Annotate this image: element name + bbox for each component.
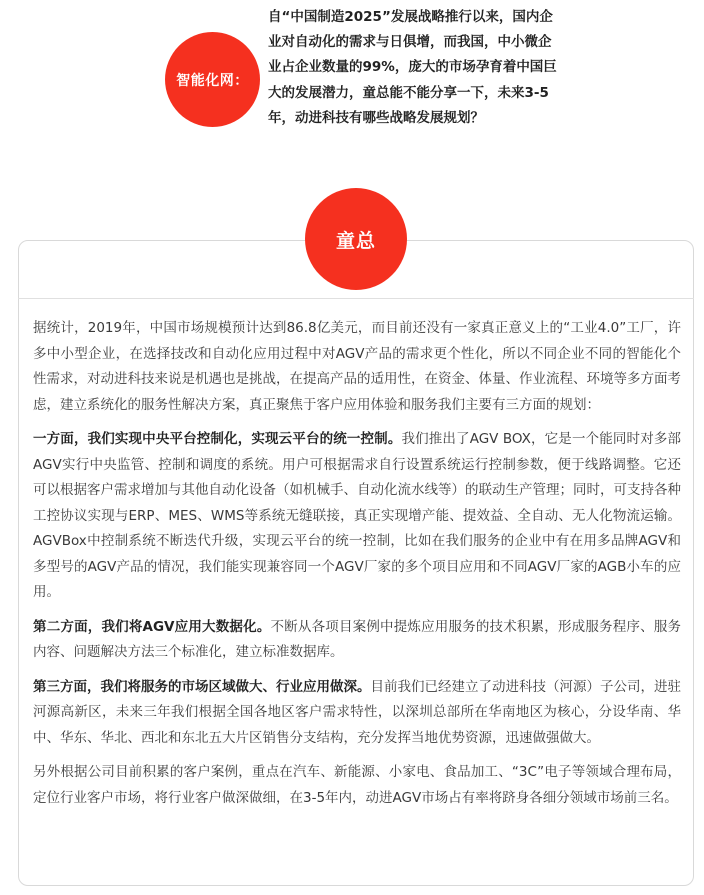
interviewer-badge	[165, 32, 260, 127]
answer-paragraph	[33, 760, 681, 811]
paragraph-text: 我们推出了AGV BOX，它是一个能同时对多部AGV实行中央监管、控制和调度的系统。用户可根据需求自行设置系统运行控制参数，便于线路调整。它还可以根据客户需求增加与其他自动化设备（如机械手、自动化流水线等）的联动生产管理；同时，可支持各种工控协议实现与ERP、MES、WMS等系统无缝联接，真正实现增产能、提效益、全自动、无人化物流运输。AGVBox中控制系统不断迭代升级，实现云平台的统一控制，比如在我们服务的企业中有在用多品牌AGV和多型号的AGV产品的情况，我们能实现兼容同一个AGV厂家的多个项目应用和不同AGV厂家的AGB小车的应用。	[33, 431, 681, 600]
answer-paragraph	[33, 427, 681, 606]
paragraph-lead: 一方面，我们实现中央平台控制化，实现云平台的统一控制。	[33, 431, 402, 447]
paragraph-text: 目前我们已经建立了动进科技（河源）子公司，进驻河源高新区，未来三年我们根据全国各地区客户需求特性，以深圳总部所在华南地区为核心，分设华南、华中、华东、华北、西北和东北五大片区销售分支结构，充分发挥当地优势资源，迅速做强做大。	[33, 678, 681, 746]
interviewer-label: 智能化网：	[176, 72, 249, 89]
paragraph-lead: 第三方面，我们将服务的市场区域做大、行业应用做深。	[33, 678, 371, 695]
answer-paragraph	[33, 316, 681, 418]
paragraph-text: 不断从各项目案例中提炼应用服务的技术积累，形成服务程序、服务内容、问题解决方法三个标准化，建立标准数据库。	[33, 618, 682, 660]
paragraph-lead: 第二方面，我们将AGV应用大数据化。	[33, 618, 271, 635]
interviewee-badge	[305, 188, 407, 290]
question-text: 自“中国制造2025”发展战略推行以来，国内企业对自动化的需求与日俱增，而我国，中小微企业占企业数量的99%，庞大的市场孕育着中国巨大的发展潜力，童总能不能分享一下，未来3-5年，动进科技有哪些战略发展规划？	[268, 9, 557, 126]
interviewee-label: 童总	[335, 229, 376, 252]
answer-paragraph	[33, 615, 681, 666]
answer-paragraph	[33, 675, 681, 752]
answer-body	[33, 316, 681, 820]
paragraph-text: 据统计，2019年，中国市场规模预计达到86.8亿美元，而目前还没有一家真正意义上的“工业4.0”工厂，许多中小型企业，在选择技改和自动化应用过程中对AGV产品的需求更个性化，所以不同企业不同的智能化个性需求，对动进科技来说是机遇也是挑战，在提高产品的适用性，在资金、体量、作业流程、环境等多方面考虑，建立系统化的服务性解决方案，真正聚焦于客户应用体验和服务我们主要有三方面的规划：	[33, 320, 681, 413]
answer-card-divider	[18, 298, 694, 299]
paragraph-text: 另外根据公司目前积累的客户案例，重点在汽车、新能源、小家电、食品加工、“3C”电子等领域合理布局，定位行业客户市场，将行业客户做深做细，在3-5年内，动进AGV市场占有率将跻身各细分领域市场前三名。	[33, 764, 681, 806]
